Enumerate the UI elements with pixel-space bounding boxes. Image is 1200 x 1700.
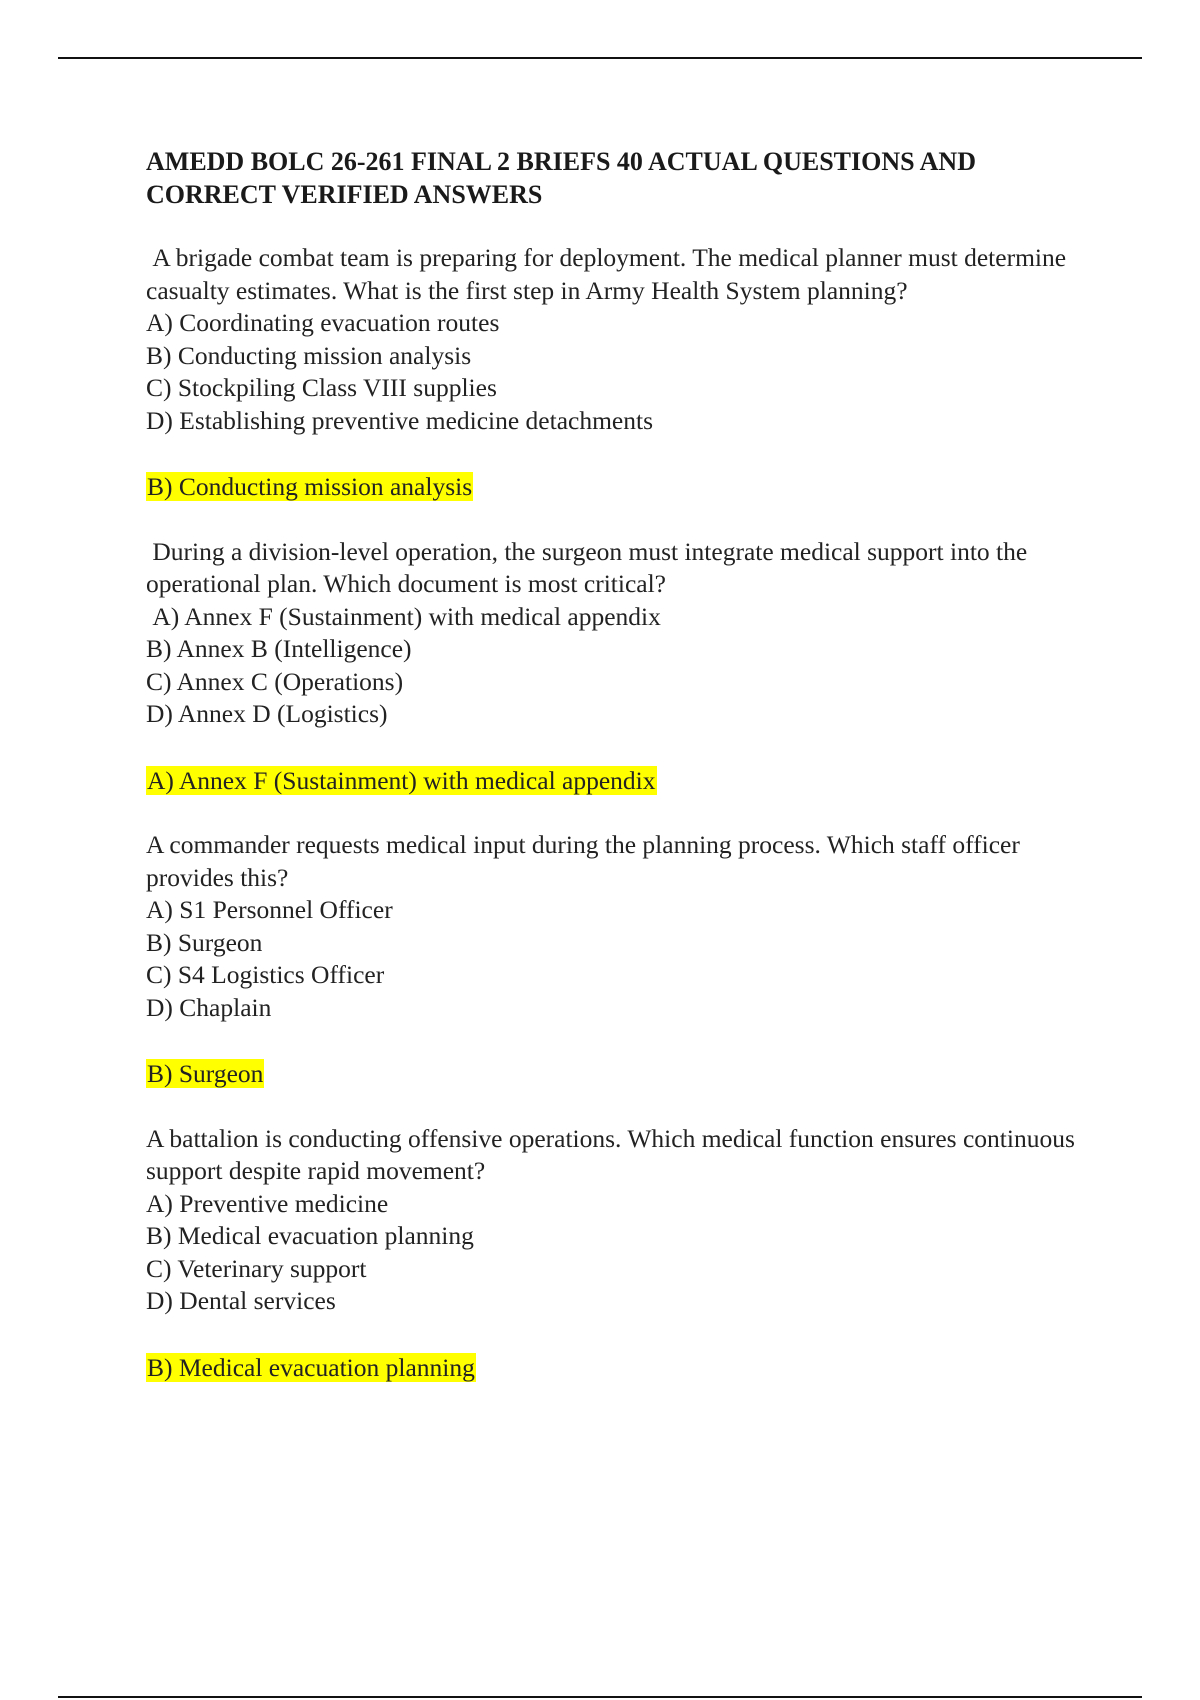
option-c: C) Stockpiling Class VIII supplies xyxy=(146,373,497,402)
question-block-2 xyxy=(146,536,1086,798)
answer-line xyxy=(146,471,1086,504)
answer-line xyxy=(146,1058,1086,1091)
option-b: B) Surgeon xyxy=(146,927,263,957)
answer-line xyxy=(146,765,1086,798)
option-d: D) Dental services xyxy=(146,1286,336,1315)
option-c: C) Annex C (Operations) xyxy=(146,666,404,696)
highlighted-answer: A) Annex F (Sustainment) with medical appendix xyxy=(147,765,656,795)
document-body xyxy=(146,145,1086,1416)
top-rule xyxy=(58,57,1142,59)
options-list xyxy=(146,601,1086,731)
question-text: A commander requests medical input during the planning process. Which staff officer provides this? xyxy=(146,830,1020,892)
bottom-rule xyxy=(58,1696,1142,1698)
question-block-4 xyxy=(146,1123,1086,1385)
option-c: C) S4 Logistics Officer xyxy=(146,960,385,989)
options-list xyxy=(146,894,1086,1024)
highlighted-answer: B) Conducting mission analysis xyxy=(147,472,473,501)
option-c: C) Veterinary support xyxy=(146,1253,367,1283)
question-text: A battalion is conducting offensive operations. Which medical function ensures continuous support despite rapid movement? xyxy=(146,1123,1075,1185)
option-d: D) Chaplain xyxy=(146,992,272,1022)
question-block-1 xyxy=(146,242,1086,504)
highlighted-answer: B) Medical evacuation planning xyxy=(147,1352,475,1382)
option-b: B) Medical evacuation planning xyxy=(146,1221,474,1250)
option-a: A) Coordinating evacuation routes xyxy=(146,308,500,337)
option-a: A) S1 Personnel Officer xyxy=(146,895,393,924)
document-title: AMEDD BOLC 26-261 FINAL 2 BRIEFS 40 ACTUAL QUESTIONS AND CORRECT VERIFIED ANSWERS xyxy=(146,147,976,209)
option-a: A) Annex F (Sustainment) with medical appendix xyxy=(146,601,661,631)
highlighted-answer: B) Surgeon xyxy=(147,1059,264,1088)
question-text: During a division-level operation, the surgeon must integrate medical support into the operational plan. Which document is most critical? xyxy=(146,536,1034,598)
option-d: D) Annex D (Logistics) xyxy=(146,699,388,728)
option-a: A) Preventive medicine xyxy=(146,1188,389,1218)
answer-line xyxy=(146,1352,1086,1385)
option-d: D) Establishing preventive medicine detachments xyxy=(146,405,654,435)
options-list xyxy=(146,1188,1086,1318)
option-b: B) Conducting mission analysis xyxy=(146,340,472,370)
options-list xyxy=(146,307,1086,437)
question-text: A brigade combat team is preparing for deployment. The medical planner must determine casualty estimates. What is the first step in Army Health System planning? xyxy=(146,243,1073,305)
question-block-3 xyxy=(146,829,1086,1091)
option-b: B) Annex B (Intelligence) xyxy=(146,634,412,663)
